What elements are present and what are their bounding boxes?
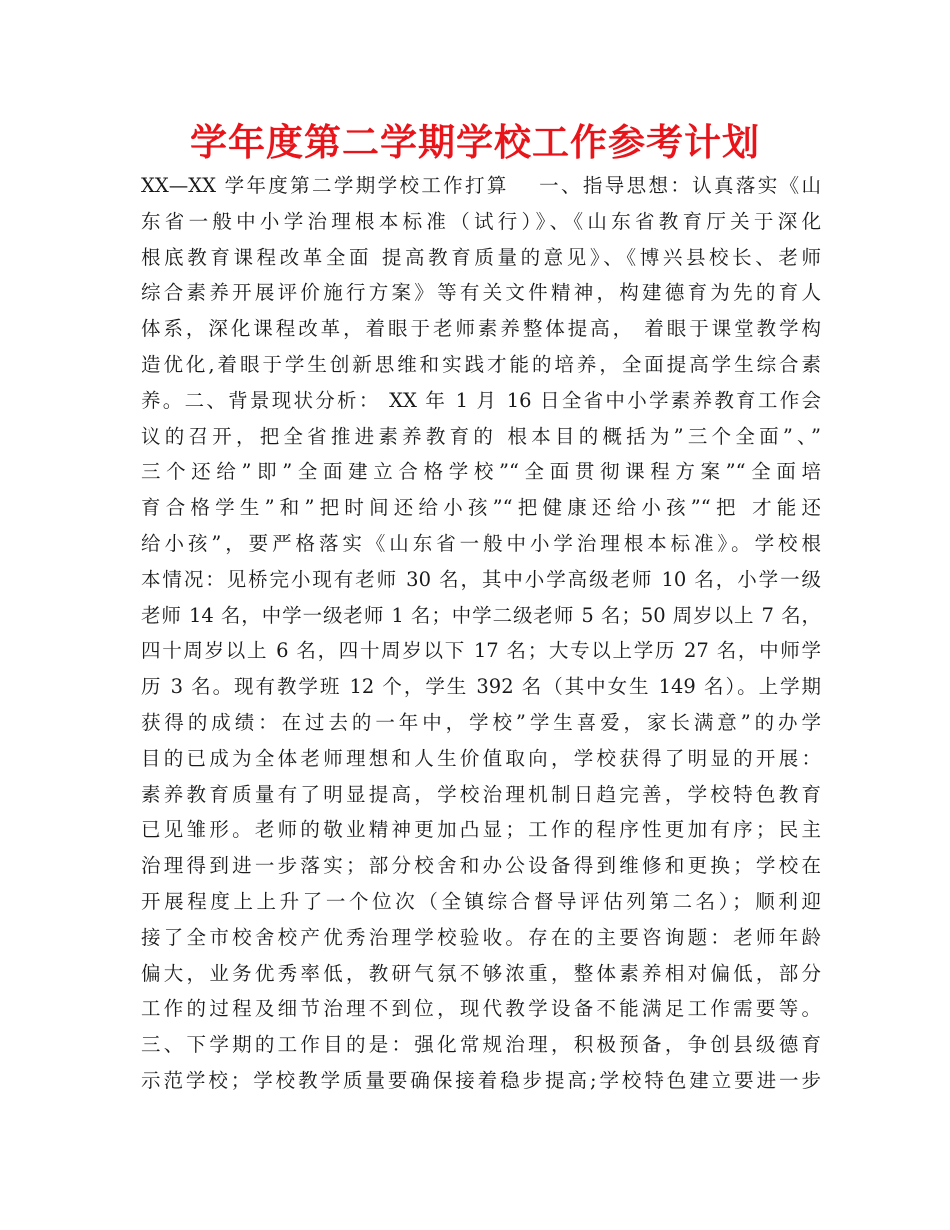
paragraph-line: 已见雏形。老师的敬业精神更加凸显；工作的程序性更加有序；民主 <box>141 818 821 842</box>
document-title: 学年度第二学期学校工作参考计划 <box>190 121 760 164</box>
paragraph-line: 治理得到进一步落实；部分校舍和办公设备得到维修和更换；学校在 <box>141 854 821 878</box>
paragraph-line: 示范学校；学校教学质量要确保接着稳步提高;学校特色建立要进一步 <box>141 1068 821 1092</box>
paragraph-line: 四十周岁以上 6 名，四十周岁以下 17 名；大专以上学历 27 名，中师学 <box>141 639 821 663</box>
paragraph-line: 综合素养开展评价施行方案》等有关文件精神，构建德育为先的育人 <box>141 281 821 305</box>
paragraph-line: 育合格学生”和”把时间还给小孩”“把健康还给小孩”“把 才能还 <box>141 496 821 520</box>
paragraph-line: 三个还给”即”全面建立合格学校”“全面贯彻课程方案”“全面培 <box>141 460 821 484</box>
document-body <box>141 168 821 1099</box>
paragraph-line: 三、下学期的工作目的是：强化常规治理，积极预备，争创县级德育 <box>141 1033 821 1057</box>
paragraph-line: 给小孩”，要严格落实《山东省一般中小学治理根本标准》。学校根 <box>141 531 821 555</box>
paragraph-line: 偏大，业务优秀率低，教研气氛不够浓重，整体素养相对偏低，部分 <box>141 961 821 985</box>
paragraph-line: 根底教育课程改革全面 提高教育质量的意见》、《博兴县校长、老师 <box>141 245 821 269</box>
paragraph-line: 养。二、背景现状分析： XX 年 1 月 16 日全省中小学素养教育工作会 <box>141 388 821 412</box>
paragraph-line: 本情况：见桥完小现有老师 30 名，其中小学高级老师 10 名，小学一级 <box>141 567 821 591</box>
paragraph-line: 老师 14 名，中学一级老师 1 名；中学二级老师 5 名；50 周岁以上 7 名， <box>141 603 821 627</box>
paragraph-line: 造优化,着眼于学生创新思维和实践才能的培养，全面提高学生综合素 <box>141 352 821 376</box>
paragraph-line: 历 3 名。现有教学班 12 个，学生 392 名（其中女生 149 名）。上学期 <box>141 675 821 699</box>
paragraph-line: XX—XX 学年度第二学期学校工作打算 一、指导思想：认真落实《山 <box>141 174 821 197</box>
paragraph-line: 获得的成绩：在过去的一年中，学校”学生喜爱，家长满意”的办学 <box>141 710 821 734</box>
paragraph-line: 开展程度上上升了一个位次（全镇综合督导评估列第二名）；顺利迎 <box>141 889 821 913</box>
paragraph-line: 接了全市校舍校产优秀治理学校验收。存在的主要咨询题：老师年龄 <box>141 925 821 949</box>
paragraph-line: 工作的过程及细节治理不到位，现代教学设备不能满足工作需要等。 <box>141 997 821 1021</box>
paragraph-line: 体系，深化课程改革，着眼于老师素养整体提高， 着眼于课堂教学构 <box>141 317 821 341</box>
paragraph-line: 目的已成为全体老师理想和人生价值取向，学校获得了明显的开展： <box>141 746 821 770</box>
paragraph-line: 议的召开，把全省推进素养教育的 根本目的概括为”三个全面”、” <box>141 424 821 448</box>
paragraph-line: 东省一般中小学治理根本标准（试行）》、《山东省教育厅关于深化 <box>141 209 821 233</box>
paragraph-line: 素养教育质量有了明显提高，学校治理机制日趋完善，学校特色教育 <box>141 782 821 806</box>
